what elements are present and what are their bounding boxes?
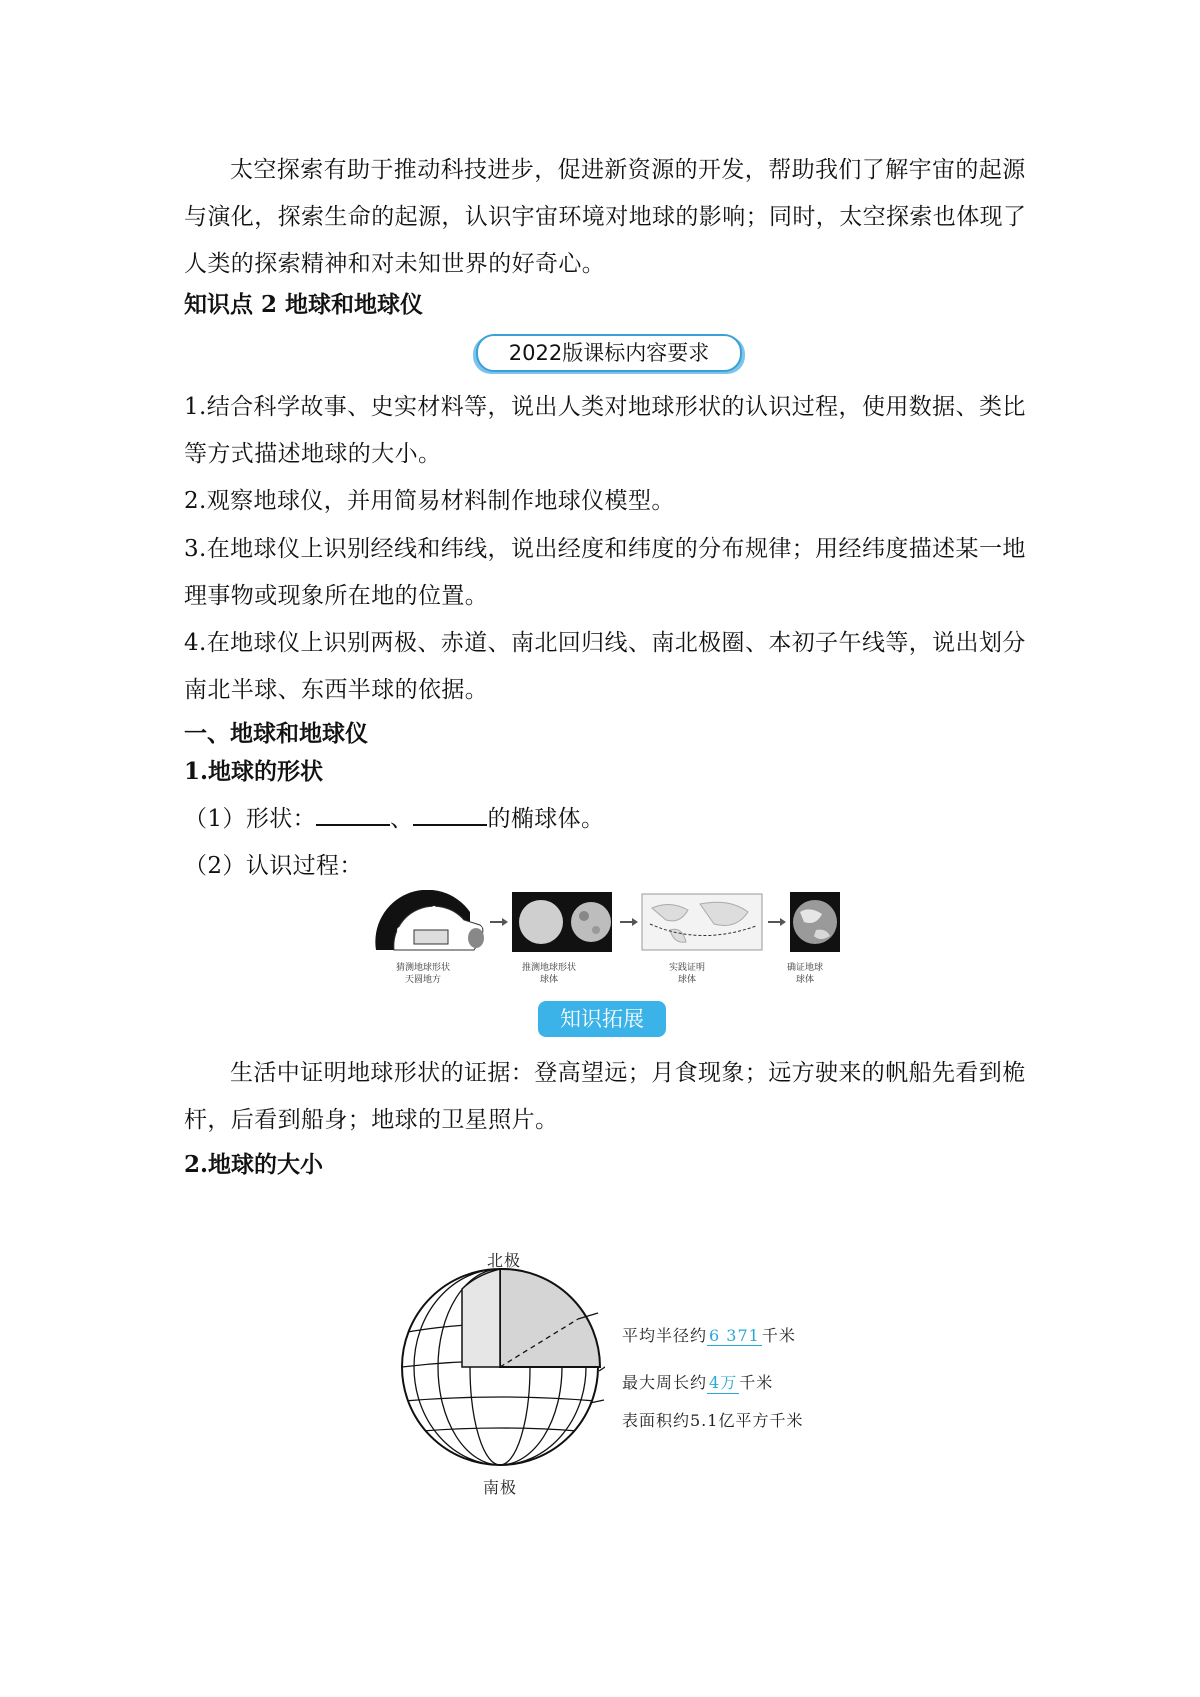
intro-paragraph: 太空探索有助于推动科技进步，促进新资源的开发，帮助我们了解宇宙的起源与演化，探索生命的起源，认识宇宙环境对地球的影响；同时，太空探索也体现了人类的探索精神和对未知世界的好奇心。 xyxy=(184,157,1027,277)
radius-value: 6 371 xyxy=(709,1326,760,1345)
section-title: 一、地球和地球仪 xyxy=(184,720,368,747)
shape-item-prefix: （1）形状： xyxy=(184,806,317,832)
extension-text: 生活中证明地球形状的证据：登高望远；月食现象；远方驶来的帆船先看到桅杆，后看到船身；地球的卫星照片。 xyxy=(184,1060,1026,1133)
globe-diagram xyxy=(400,1255,605,1485)
process-caption-2: 推测地球形状 球体 xyxy=(521,963,576,985)
north-pole-label: 北极 xyxy=(487,1251,522,1270)
knowledge-point-title: 知识点 2 地球和地球仪 xyxy=(184,291,424,318)
world-route-map xyxy=(642,894,762,950)
south-pole-label: 南极 xyxy=(483,1478,518,1497)
circumference-label: 最大周长约 4万 千米 xyxy=(622,1370,773,1394)
shape-blank-1[interactable] xyxy=(316,804,390,826)
shape-item xyxy=(184,796,1029,843)
requirement-3: 3.在地球仪上识别经线和纬线，说出经度和纬度的分布规律；用经纬度描述某一地理事物或现象所在地的位置。 xyxy=(184,536,1026,609)
process-caption-4: 确证地球 球体 xyxy=(786,963,823,985)
earth-photo xyxy=(790,892,840,952)
radius-label: 平均半径约 6 371 千米 xyxy=(622,1326,796,1345)
extension-badge: 知识拓展 xyxy=(538,1001,666,1037)
process-images xyxy=(370,890,840,960)
circumference-value: 4万 xyxy=(707,1370,739,1394)
process-caption-1: 猜测地球形状 天圆地方 xyxy=(395,963,450,985)
process-item: （2）认识过程： xyxy=(184,853,363,879)
globe-cutaway xyxy=(500,1269,600,1367)
curriculum-badge: 2022版课标内容要求 xyxy=(476,334,742,372)
sub1-title: 1.地球的形状 xyxy=(184,758,324,785)
requirement-4: 4.在地球仪上识别两极、赤道、南北回归线、南北极圈、本初子午线等，说出划分南北半球、东西半球的依据。 xyxy=(184,630,1026,703)
shape-item-sep: 、 xyxy=(390,806,414,832)
requirement-1: 1.结合科学故事、史实材料等，说出人类对地球形状的认识过程，使用数据、类比等方式描述地球的大小。 xyxy=(184,394,1026,467)
moon-images xyxy=(512,892,612,952)
process-caption-3: 实践证明 球体 xyxy=(668,963,705,985)
sub2-title: 2.地球的大小 xyxy=(184,1151,324,1178)
dome-sky-image xyxy=(375,890,484,950)
shape-blank-2[interactable] xyxy=(413,804,487,826)
requirement-2: 2.观察地球仪，并用简易材料制作地球仪模型。 xyxy=(184,488,675,514)
shape-item-suffix: 的椭球体。 xyxy=(487,806,605,832)
surface-area-label: 表面积约5.1亿平方千米 xyxy=(622,1411,804,1430)
